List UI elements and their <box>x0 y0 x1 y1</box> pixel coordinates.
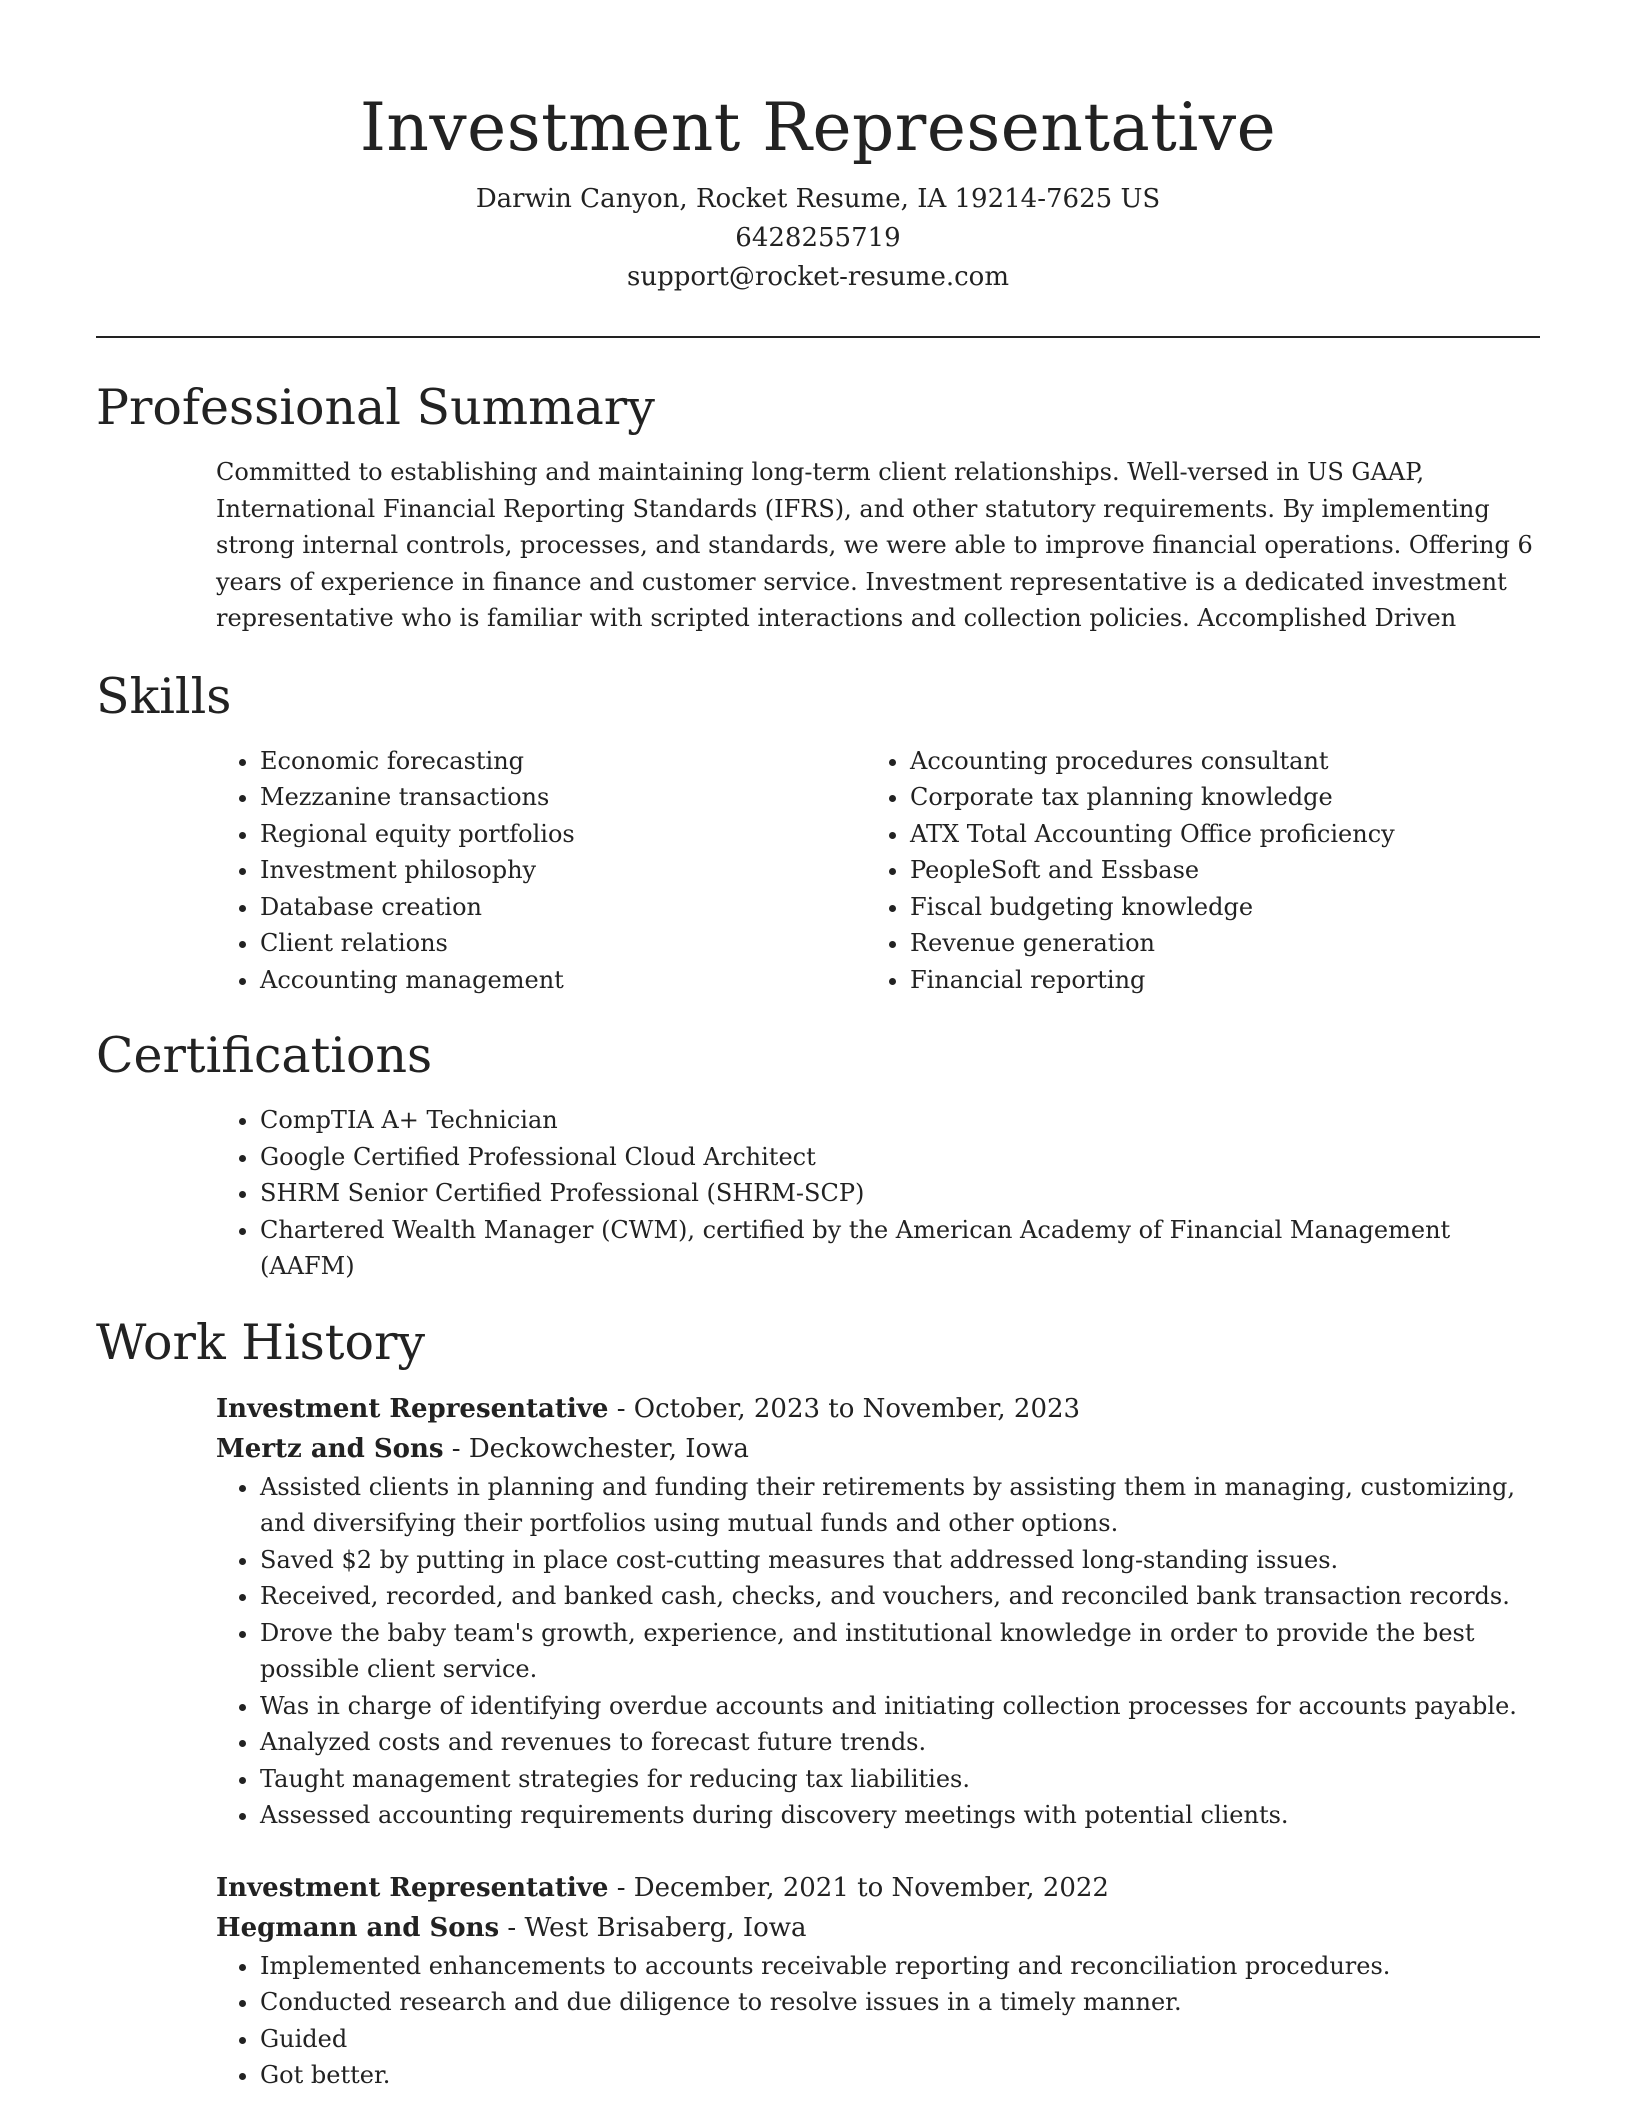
job-dates: - October, 2023 to November, 2023 <box>608 1393 1081 1424</box>
skill-item: • Accounting procedures consultant <box>910 743 1516 780</box>
job-title-line <box>216 1868 1540 1908</box>
certifications-title: Certifications <box>96 1027 433 1084</box>
job-bullet: • Taught management strategies for reducing tax liabilities. <box>260 1761 1540 1798</box>
job-bullet: • Guided <box>260 2021 1540 2058</box>
job-bullet: • Analyzed costs and revenues to forecast future trends. <box>260 1724 1540 1761</box>
contact-address: Darwin Canyon, Rocket Resume, IA 19214-7625 US <box>475 184 1161 214</box>
job-dates: - December, 2021 to November, 2022 <box>608 1872 1109 1903</box>
skill-item: • Corporate tax planning knowledge <box>910 779 1516 816</box>
skills-column-right <box>866 743 1516 999</box>
work-section <box>96 1311 1540 2094</box>
job-bullet: • Assisted clients in planning and funding their retirements by assisting them in managing, customizing, and diversifying their portfolios using mutual funds and other options. <box>260 1469 1540 1542</box>
skill-item: • Database creation <box>260 889 866 926</box>
skills-list-right <box>866 743 1516 999</box>
skill-item: • Accounting management <box>260 962 866 999</box>
skill-item: • Economic forecasting <box>260 743 866 780</box>
resume-name: Investment Representative <box>359 89 1277 166</box>
skill-item: • Fiscal budgeting knowledge <box>910 889 1516 926</box>
job-role: Investment Representative <box>216 1393 609 1424</box>
job-bullet: • Received, recorded, and banked cash, checks, and vouchers, and reconciled bank transaction records. <box>260 1578 1540 1615</box>
job-bullet: • Implemented enhancements to accounts receivable reporting and reconciliation procedures. <box>260 1948 1540 1985</box>
certifications-section <box>96 1024 1540 1285</box>
job-company-line <box>216 1908 1540 1948</box>
job-location: - Deckowchester, Iowa <box>443 1433 749 1464</box>
summary-text: Committed to establishing and maintaining long-term client relationships. Well-versed in US GAAP, International Financial Reporting Standards (IFRS), and other statutory requirements. By implementing strong internal controls, processes, and standards, we were able to improve financial operations. Offering 6 years of experience in finance and customer service. Investment representative is a dedicated investment representative who is familiar with scripted interactions and collection policies. Accomplished Driven <box>216 458 1533 632</box>
skill-item: • ATX Total Accounting Office proficiency <box>910 816 1516 853</box>
skill-item: • Regional equity portfolios <box>260 816 866 853</box>
job-company: Hegmann and Sons <box>216 1912 500 1943</box>
skill-item: • Financial reporting <box>910 962 1516 999</box>
job-bullet: • Got better. <box>260 2057 1540 2094</box>
certifications-wrap <box>216 1102 1540 1285</box>
job-entry <box>216 1389 1540 1834</box>
summary-title: Professional Summary <box>96 379 655 436</box>
certification-item: • Google Certified Professional Cloud Architect <box>260 1139 1540 1176</box>
certification-item: • Chartered Wealth Manager (CWM), certified by the American Academy of Financial Management (AAFM) <box>260 1212 1540 1285</box>
work-title: Work History <box>96 1313 426 1371</box>
skill-item: • Investment philosophy <box>260 852 866 889</box>
job-company: Mertz and Sons <box>216 1433 444 1464</box>
job-bullet: • Was in charge of identifying overdue accounts and initiating collection processes for accounts payable. <box>260 1688 1540 1725</box>
job-company-line <box>216 1429 1540 1469</box>
skills-title: Skills <box>96 667 232 725</box>
contact-block <box>96 180 1540 297</box>
certification-item: • SHRM Senior Certified Professional (SHRM-SCP) <box>260 1175 1540 1212</box>
work-jobs <box>96 1389 1540 2094</box>
certification-item: • CompTIA A+ Technician <box>260 1102 1540 1139</box>
contact-email: support@rocket-resume.com <box>626 262 1009 292</box>
skills-column-left <box>216 743 866 999</box>
skill-item: • Revenue generation <box>910 925 1516 962</box>
contact-phone: 6428255719 <box>735 223 901 253</box>
job-entry <box>216 1868 1540 2094</box>
skills-list-left <box>216 743 866 999</box>
header-divider <box>96 336 1540 338</box>
certifications-list <box>216 1102 1540 1285</box>
skills-section <box>96 665 1540 999</box>
job-bullet: • Saved $2 by putting in place cost-cutting measures that addressed long-standing issues. <box>260 1542 1540 1579</box>
skill-item: • PeopleSoft and Essbase <box>910 852 1516 889</box>
job-role: Investment Representative <box>216 1872 609 1903</box>
job-bullets <box>216 1469 1540 1834</box>
job-bullet: • Drove the baby team's growth, experience, and institutional knowledge in order to provide the best possible client service. <box>260 1615 1540 1688</box>
resume-header <box>96 0 1540 297</box>
job-bullet: • Conducted research and due diligence to resolve issues in a timely manner. <box>260 1984 1540 2021</box>
skills-columns <box>216 743 1540 999</box>
job-location: - West Brisaberg, Iowa <box>499 1912 807 1943</box>
skill-item: • Client relations <box>260 925 866 962</box>
job-bullets <box>216 1948 1540 2094</box>
job-bullet: • Assessed accounting requirements during discovery meetings with potential clients. <box>260 1797 1540 1834</box>
skill-item: • Mezzanine transactions <box>260 779 866 816</box>
job-title-line <box>216 1389 1540 1429</box>
summary-section <box>96 376 1540 637</box>
resume-page <box>96 0 1540 2094</box>
